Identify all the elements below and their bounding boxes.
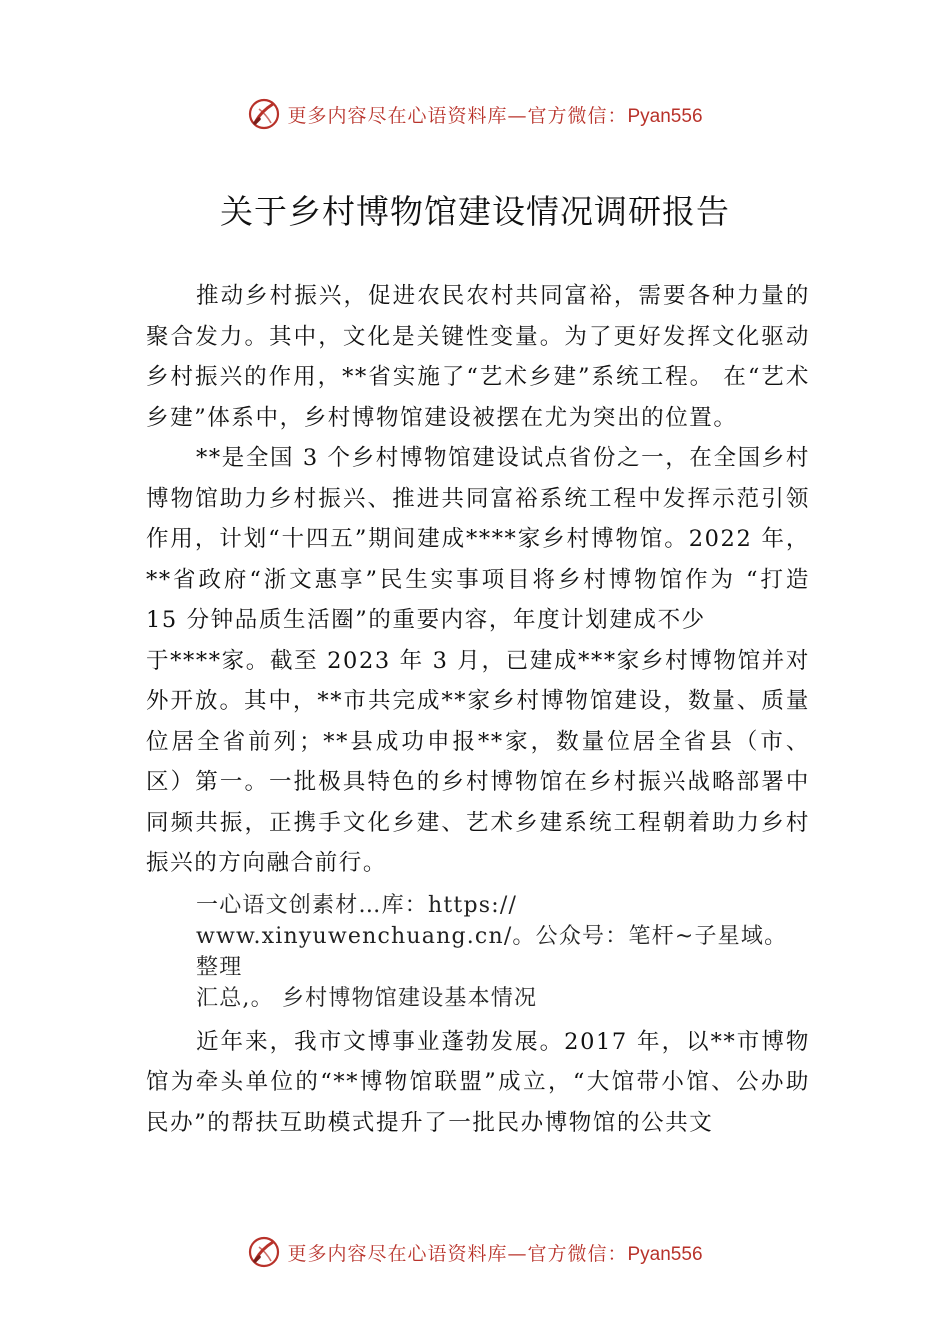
- paragraph-2: **是全国 3 个乡村博物馆建设试点省份之一，在全国乡村博物馆助力乡村振兴、推进共同富裕系统工程中发挥示范引领作用，计划“十四五”期间建成****家乡村博物馆。2022 年，**省政府“浙文惠享”民生实事项目将乡村博物馆作为 “打造 15 分钟品质生活圈”的重要内容，年度计划建成不少: [146, 445, 810, 633]
- paragraph-4: 近年来，我市文博事业蓬勃发展。2017 年，以**市博物馆为牵头单位的“**博物馆联盟”成立，“大馆带小馆、公办助民办”的帮扶互助模式提升了一批民办博物馆的公共文: [146, 1028, 810, 1136]
- paragraph-1: 推动乡村振兴，促进农民农村共同富裕，需要各种力量的聚合发力。其中，文化是关键性变量。为了更好发挥文化驱动乡村振兴的作用，**省实施了“艺术乡建”系统工程。 在“艺术乡建”体系中，乡村博物馆建设被摆在尤为突出的位置。: [146, 283, 810, 431]
- paragraph-3: 于****家。截至 2023 年 3 月，已建成***家乡村博物馆并对外开放。其中，**市共完成**家乡村博物馆建设，数量、质量位居全省前列；**县成功申报**家，数量位居全省县（市、区）第一。一批极具特色的乡村博物馆在乡村振兴战略部署中同频共振，正携手文化乡建、艺术乡建系统工程朝着助力乡村振兴的方向融合前行。: [146, 647, 810, 876]
- source-note-line-3: 汇总,。 乡村博物馆建设基本情况: [196, 985, 538, 1011]
- header-wechat-id: Pyan556: [627, 105, 703, 127]
- source-note-line-2: www.xinyuwenchuang.cn/。公众号：笔杆~子星域。整理: [196, 923, 788, 980]
- header-banner-text: 更多内容尽在心语资料库—官方微信：Pyan556: [287, 104, 703, 127]
- footer-banner: [0, 1232, 950, 1272]
- source-note-line-1: 一心语文创素材…库：https://: [196, 892, 518, 918]
- source-note: [146, 890, 810, 1014]
- footer-wechat-id: Pyan556: [627, 1243, 703, 1265]
- header-banner: [0, 94, 950, 134]
- document-title: 关于乡村博物馆建设情况调研报告: [220, 192, 730, 231]
- footer-banner-text: 更多内容尽在心语资料库—官方微信：Pyan556: [287, 1242, 703, 1265]
- brush-logo-icon: [247, 97, 281, 131]
- brush-logo-icon: [247, 1235, 281, 1269]
- document-body: [146, 276, 810, 1143]
